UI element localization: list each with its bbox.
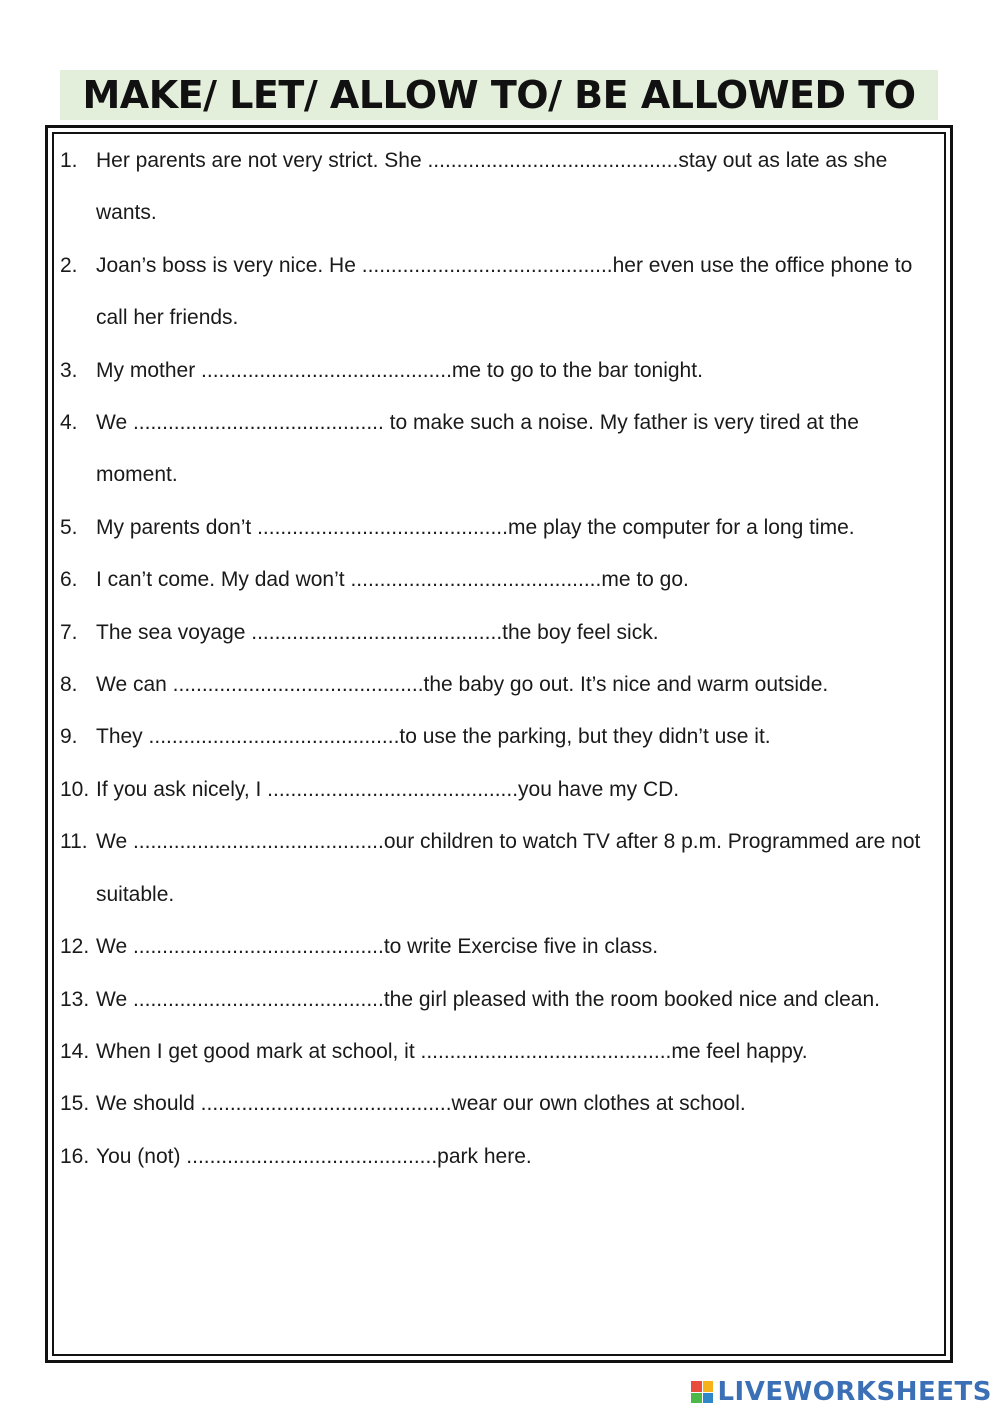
exercise-text: We ...........................................to write Exercise five in class. <box>96 935 659 959</box>
exercise-item <box>60 345 940 397</box>
exercise-number: 1. <box>60 149 78 172</box>
exercise-item <box>60 711 940 763</box>
exercise-text: We should ...........................................wear our own clothes at school. <box>96 1092 746 1116</box>
exercise-number: 5. <box>60 515 78 539</box>
exercise-item <box>60 240 940 345</box>
exercise-number: 6. <box>60 568 78 592</box>
exercise-item <box>60 554 940 606</box>
exercise-item <box>60 397 940 502</box>
exercise-number: 3. <box>60 358 78 382</box>
liveworksheets-logo[interactable] <box>691 1377 992 1407</box>
exercise-number: 7. <box>60 620 78 644</box>
exercise-number: 4. <box>60 411 78 435</box>
exercise-number: 14. <box>60 1039 90 1063</box>
exercise-list <box>60 135 940 1183</box>
exercise-item <box>60 659 940 711</box>
exercise-text: My parents don’t ...........................................me play the computer for a long time. <box>96 515 855 539</box>
exercise-text: We ...........................................the girl pleased with the room booked nice and clean. <box>96 987 880 1011</box>
title-band <box>60 70 938 120</box>
exercise-item <box>60 607 940 659</box>
exercise-item <box>60 135 940 240</box>
exercise-number: 16. <box>60 1144 90 1168</box>
exercise-number: 10. <box>60 777 90 801</box>
exercise-item <box>60 816 940 921</box>
exercise-text: You (not) ...........................................park here. <box>96 1144 532 1168</box>
exercise-text: I can’t come. My dad won’t ...........................................me to go. <box>96 568 689 592</box>
exercise-number: 8. <box>60 673 78 697</box>
exercise-item <box>60 921 940 973</box>
exercise-text: We ........................................... to make such a noise. My father is very tired at the moment. <box>96 411 859 487</box>
exercise-text: The sea voyage ...........................................the boy feel sick. <box>96 620 659 644</box>
exercise-text: They ...........................................to use the parking, but they didn’t use it. <box>96 725 771 749</box>
liveworksheets-logo-text: LIVEWORKSHEETS <box>717 1377 992 1407</box>
liveworksheets-logo-icon <box>691 1381 713 1403</box>
exercise-text: We can ...........................................the baby go out. It’s nice and warm outside. <box>96 673 829 697</box>
exercise-text: Her parents are not very strict. She ...........................................stay out as late as she wants. <box>96 149 888 225</box>
exercise-text: Joan’s boss is very nice. He ...........................................her even use the office phone to call her friends. <box>96 253 913 330</box>
exercise-item <box>60 502 940 554</box>
exercise-number: 13. <box>60 987 90 1011</box>
exercise-item <box>60 764 940 816</box>
exercise-item <box>60 1078 940 1130</box>
exercise-item <box>60 974 940 1026</box>
worksheet-title: MAKE/ LET/ ALLOW TO/ BE ALLOWED TO <box>82 73 916 117</box>
exercise-text: If you ask nicely, I ...........................................you have my CD. <box>96 777 680 801</box>
exercise-number: 11. <box>60 830 88 854</box>
exercise-number: 12. <box>60 935 90 959</box>
exercise-item <box>60 1131 940 1183</box>
exercise-text: My mother ...........................................me to go to the bar tonight. <box>96 358 703 382</box>
exercise-number: 15. <box>60 1092 90 1116</box>
exercise-item <box>60 1026 940 1078</box>
exercise-number: 2. <box>60 253 78 277</box>
exercise-number: 9. <box>60 725 78 749</box>
exercise-text: We ...........................................our children to watch TV after 8 p.m. Programmed are not suitable. <box>96 830 921 906</box>
exercise-text: When I get good mark at school, it ...........................................me feel happy. <box>96 1039 808 1063</box>
